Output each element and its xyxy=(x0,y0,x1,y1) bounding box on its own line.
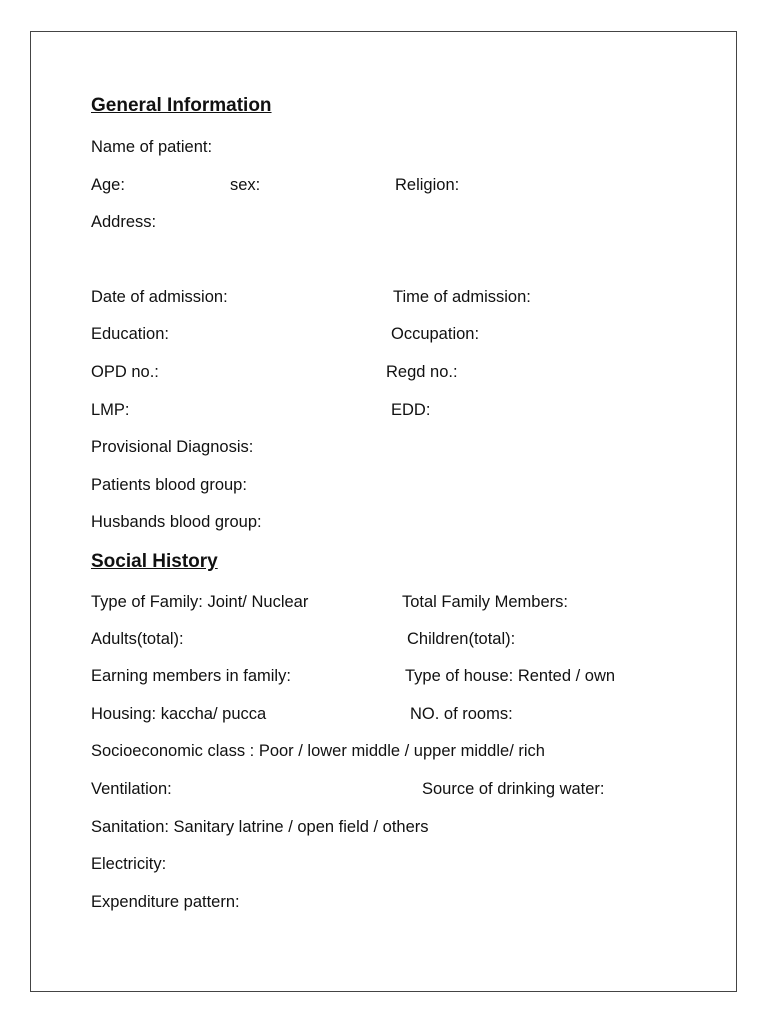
lmp-label: LMP: xyxy=(91,401,130,419)
general-information-heading: General Information xyxy=(91,95,272,116)
social-history-heading: Social History xyxy=(91,551,218,572)
regd-no-label: Regd no.: xyxy=(386,363,458,381)
adults-total-label: Adults(total): xyxy=(91,630,184,648)
edd-label: EDD: xyxy=(391,401,431,419)
earning-members-label: Earning members in family: xyxy=(91,667,291,685)
expenditure-pattern-label: Expenditure pattern: xyxy=(91,893,240,911)
ventilation-label: Ventilation: xyxy=(91,780,172,798)
time-of-admission-label: Time of admission: xyxy=(393,288,531,306)
children-total-label: Children(total): xyxy=(407,630,516,648)
religion-label: Religion: xyxy=(395,176,460,194)
sanitation-label: Sanitation: Sanitary latrine / open field / others xyxy=(91,818,429,836)
total-family-members-label: Total Family Members: xyxy=(402,593,568,611)
patients-blood-group-label: Patients blood group: xyxy=(91,476,247,494)
electricity-label: Electricity: xyxy=(91,855,167,873)
occupation-label: Occupation: xyxy=(391,325,480,343)
source-of-drinking-water-label: Source of drinking water: xyxy=(422,780,605,798)
date-of-admission-label: Date of admission: xyxy=(91,288,228,306)
type-of-house-label: Type of house: Rented / own xyxy=(405,667,616,685)
name-of-patient-label: Name of patient: xyxy=(91,138,213,156)
opd-no-label: OPD no.: xyxy=(91,363,159,381)
address-label: Address: xyxy=(91,213,157,231)
housing-label: Housing: kaccha/ pucca xyxy=(91,705,267,723)
provisional-diagnosis-label: Provisional Diagnosis: xyxy=(91,438,254,456)
education-label: Education: xyxy=(91,325,169,343)
husbands-blood-group-label: Husbands blood group: xyxy=(91,513,262,531)
age-label: Age: xyxy=(91,176,125,194)
type-of-family-label: Type of Family: Joint/ Nuclear xyxy=(91,593,309,611)
socioeconomic-class-label: Socioeconomic class : Poor / lower middle / upper middle/ rich xyxy=(91,742,545,760)
no-of-rooms-label: NO. of rooms: xyxy=(410,705,513,723)
sex-label: sex: xyxy=(230,176,261,194)
